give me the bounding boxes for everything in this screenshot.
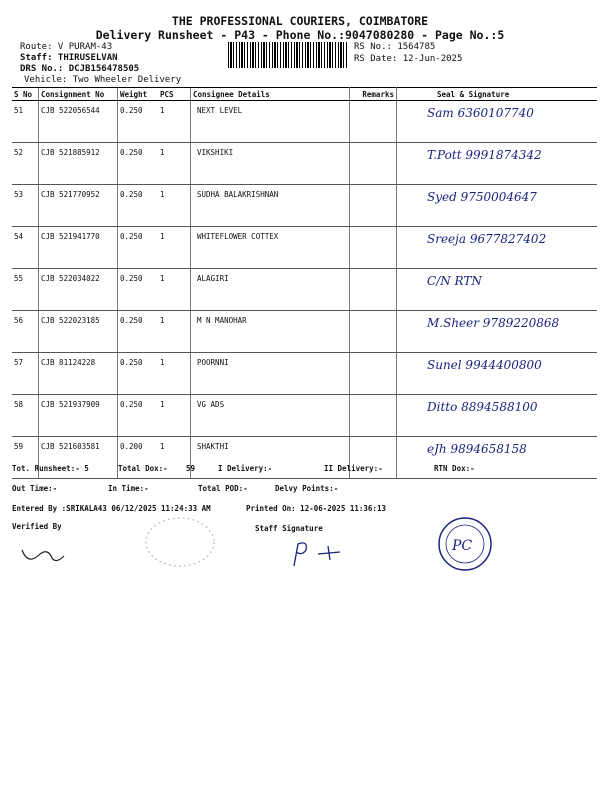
row-remarks	[350, 143, 397, 185]
row-sno: 56	[12, 311, 39, 353]
row-weight: 0.250	[118, 395, 159, 437]
route-label: Route: V PURAM-43	[20, 42, 113, 52]
entered-by: Entered By :SRIKALA43 06/12/2025 11:24:33 AM	[12, 504, 211, 513]
row-weight: 0.250	[118, 311, 159, 353]
table-row	[12, 437, 597, 479]
row-consignment-no: CJB 522056544	[39, 101, 118, 143]
row-signature: Sam 6360107740	[397, 101, 598, 143]
barcode	[228, 42, 348, 68]
col-pcs: PCS	[158, 88, 191, 101]
row-pcs: 1	[158, 185, 191, 227]
row-signature: eJh 9894658158	[397, 437, 598, 479]
row-consignee: SUDHA BALAKRISHNAN	[191, 185, 350, 227]
tot-runsheet: Tot. Runsheet:- 5	[12, 464, 89, 473]
row-consignee: NEXT LEVEL	[191, 101, 350, 143]
col-consignee: Consignee Details	[191, 88, 350, 101]
runsheet-subtitle: Delivery Runsheet - P43 - Phone No.:9047080280 - Page No.:5	[95, 28, 505, 42]
row-sno: 59	[12, 437, 39, 479]
total-dox-value: 59	[186, 464, 196, 473]
verified-by: Verified By	[12, 522, 62, 531]
i-delivery: I Delivery:-	[218, 464, 273, 473]
row-signature: C/N RTN	[397, 269, 598, 311]
row-remarks	[350, 395, 397, 437]
col-remarks: Remarks	[350, 88, 397, 101]
row-remarks	[350, 353, 397, 395]
row-consignment-no: CJB 521885912	[39, 143, 118, 185]
delvy-points: Delvy Points:-	[275, 484, 339, 493]
row-pcs: 1	[158, 353, 191, 395]
row-signature: Ditto 8894588100	[397, 395, 598, 437]
row-consignee: VG ADS	[191, 395, 350, 437]
row-consignment-no: CJB 521603581	[39, 437, 118, 479]
row-consignee: POORNNI	[191, 353, 350, 395]
row-signature: M.Sheer 9789220868	[397, 311, 598, 353]
row-consignee: ALAGIRI	[191, 269, 350, 311]
total-dox-label: Total Dox:-	[118, 464, 168, 473]
row-pcs: 1	[158, 227, 191, 269]
row-weight: 0.250	[118, 185, 159, 227]
stamp-text: PC	[452, 538, 473, 554]
in-time: In Time:-	[108, 484, 149, 493]
row-sno: 53	[12, 185, 39, 227]
rtn-dox: RTN Dox:-	[434, 464, 475, 473]
row-remarks	[350, 101, 397, 143]
col-consignment: Consignment No	[39, 88, 118, 101]
row-weight: 0.250	[118, 143, 159, 185]
table-header-row	[12, 88, 597, 101]
table-row	[12, 143, 597, 185]
staff-signature-label: Staff Signature	[255, 524, 323, 533]
row-sno: 58	[12, 395, 39, 437]
ii-delivery: II Delivery:-	[324, 464, 383, 473]
row-pcs: 1	[158, 395, 191, 437]
row-consignment-no: CJB 81124228	[39, 353, 118, 395]
row-sno: 51	[12, 101, 39, 143]
row-consignee: WHITEFLOWER COTTEX	[191, 227, 350, 269]
col-sno: S No	[12, 88, 39, 101]
row-sno: 52	[12, 143, 39, 185]
table-row	[12, 269, 597, 311]
out-time: Out Time:-	[12, 484, 58, 493]
table-row	[12, 227, 597, 269]
row-consignment-no: CJB 521937909	[39, 395, 118, 437]
staff-label: Staff: THIRUSELVAN	[20, 53, 118, 63]
table-row	[12, 353, 597, 395]
row-remarks	[350, 185, 397, 227]
row-remarks	[350, 227, 397, 269]
printed-on: Printed On: 12-06-2025 11:36:13	[246, 504, 386, 513]
row-pcs: 1	[158, 101, 191, 143]
row-signature: Sunel 9944400800	[397, 353, 598, 395]
row-weight: 0.200	[118, 437, 159, 479]
company-title: THE PROFESSIONAL COURIERS, COIMBATORE	[171, 14, 429, 28]
row-consignee: SHAKTHI	[191, 437, 350, 479]
verifier-signature-mark	[18, 540, 68, 570]
table-row	[12, 311, 597, 353]
rs-number: RS No.: 1564785	[354, 42, 436, 52]
row-consignee: M N MANOHAR	[191, 311, 350, 353]
company-stamp	[432, 514, 498, 574]
staff-signature-mark	[288, 536, 358, 568]
table-row	[12, 101, 597, 143]
col-signature: Seal & Signature	[397, 88, 598, 101]
table-row	[12, 395, 597, 437]
row-sno: 55	[12, 269, 39, 311]
row-weight: 0.250	[118, 227, 159, 269]
row-sno: 54	[12, 227, 39, 269]
row-signature: Syed 9750004647	[397, 185, 598, 227]
row-consignment-no: CJB 522034022	[39, 269, 118, 311]
row-pcs: 1	[158, 269, 191, 311]
rs-date: RS Date: 12-Jun-2025	[354, 54, 463, 64]
row-weight: 0.250	[118, 269, 159, 311]
row-pcs: 1	[158, 437, 191, 479]
row-weight: 0.250	[118, 101, 159, 143]
row-consignment-no: CJB 522023185	[39, 311, 118, 353]
row-weight: 0.250	[118, 353, 159, 395]
row-remarks	[350, 269, 397, 311]
runsheet-table	[12, 87, 597, 479]
row-consignee: VIKSHIKI	[191, 143, 350, 185]
row-consignment-no: CJB 521770952	[39, 185, 118, 227]
row-pcs: 1	[158, 311, 191, 353]
row-remarks	[350, 311, 397, 353]
faint-stamp-mark	[140, 514, 220, 570]
table-row	[12, 185, 597, 227]
total-pod: Total POD:-	[198, 484, 248, 493]
row-signature: T.Pott 9991874342	[397, 143, 598, 185]
drs-number: DRS No.: DCJB156478505	[20, 64, 140, 74]
row-pcs: 1	[158, 143, 191, 185]
row-signature: Sreeja 9677827402	[397, 227, 598, 269]
vehicle-label: Vehicle: Two Wheeler Delivery	[24, 75, 182, 85]
col-weight: Weight	[118, 88, 159, 101]
row-consignment-no: CJB 521941770	[39, 227, 118, 269]
row-sno: 57	[12, 353, 39, 395]
